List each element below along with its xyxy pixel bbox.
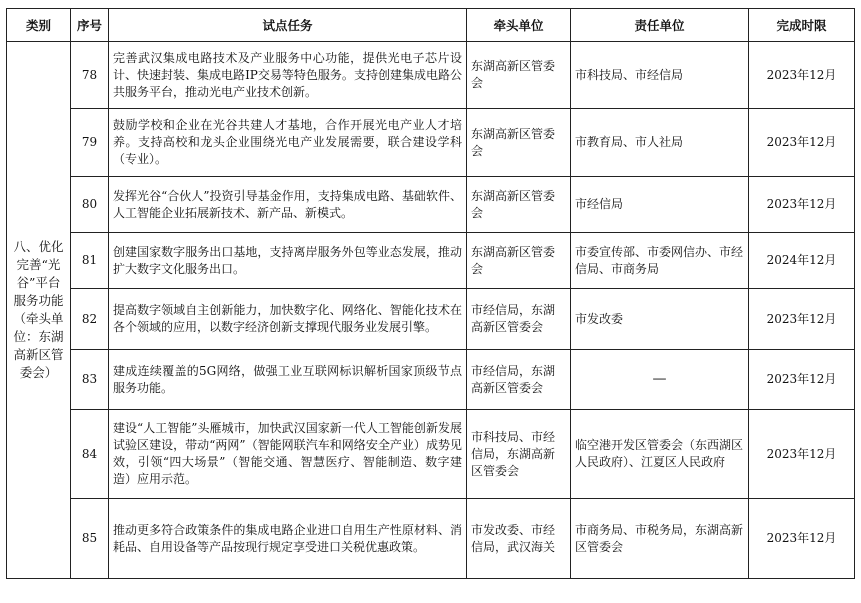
task-table <box>6 8 855 579</box>
deadline-cell: 2023年12月 <box>749 350 855 410</box>
table-row <box>7 177 855 233</box>
seq-cell: 84 <box>71 410 109 499</box>
task-cell: 创建国家数字服务出口基地，支持离岸服务外包等业态发展，推动扩大数字文化服务出口。 <box>109 233 467 289</box>
seq-cell: 83 <box>71 350 109 410</box>
lead-unit-cell: 市科技局、市经信局，东湖高新区管委会 <box>467 410 571 499</box>
category-cell: 八、优化完善“光谷”平台服务功能（牵头单位：东湖高新区管委会） <box>7 42 71 579</box>
task-cell: 推动更多符合政策条件的集成电路企业进口自用生产性原材料、消耗品、自用设备等产品按现行规定享受进口关税优惠政策。 <box>109 499 467 579</box>
table-row <box>7 350 855 410</box>
deadline-cell: 2023年12月 <box>749 42 855 109</box>
table-body <box>7 42 855 579</box>
task-cell: 提高数字领域自主创新能力，加快数字化、网络化、智能化技术在各个领域的应用，以数字经济创新支撑现代服务业发展引擎。 <box>109 289 467 350</box>
header-deadline: 完成时限 <box>749 9 855 42</box>
lead-unit-cell: 东湖高新区管委会 <box>467 42 571 109</box>
task-cell: 鼓励学校和企业在光谷共建人才基地，合作开展光电产业人才培养。支持高校和龙头企业围绕光电产业发展需要，联合建设学科（专业）。 <box>109 109 467 177</box>
deadline-cell: 2024年12月 <box>749 233 855 289</box>
table-row <box>7 289 855 350</box>
header-category: 类别 <box>7 9 71 42</box>
task-cell: 完善武汉集成电路技术及产业服务中心功能，提供光电子芯片设计、快速封装、集成电路IP交易等特色服务。支持创建集成电路公共服务平台，推动光电产业技术创新。 <box>109 42 467 109</box>
responsible-unit-cell: 市经信局 <box>571 177 749 233</box>
header-lead-unit: 牵头单位 <box>467 9 571 42</box>
seq-cell: 79 <box>71 109 109 177</box>
table-header <box>7 9 855 42</box>
responsible-unit-cell: 市发改委 <box>571 289 749 350</box>
lead-unit-cell: 市发改委、市经信局，武汉海关 <box>467 499 571 579</box>
table-row <box>7 42 855 109</box>
deadline-cell: 2023年12月 <box>749 499 855 579</box>
task-cell: 建成连续覆盖的5G网络，做强工业互联网标识解析国家顶级节点服务功能。 <box>109 350 467 410</box>
lead-unit-cell: 市经信局，东湖高新区管委会 <box>467 350 571 410</box>
seq-cell: 78 <box>71 42 109 109</box>
header-task: 试点任务 <box>109 9 467 42</box>
task-cell: 建设“人工智能”头雁城市，加快武汉国家新一代人工智能创新发展试验区建设，带动“两网”（智能网联汽车和网络安全产业）成势见效，引领“四大场景”（智能交通、智慧医疗、智能制造、数字建造）应用示范。 <box>109 410 467 499</box>
lead-unit-cell: 东湖高新区管委会 <box>467 233 571 289</box>
seq-cell: 82 <box>71 289 109 350</box>
seq-cell: 85 <box>71 499 109 579</box>
lead-unit-cell: 东湖高新区管委会 <box>467 177 571 233</box>
responsible-unit-cell: 市教育局、市人社局 <box>571 109 749 177</box>
responsible-unit-cell: — <box>571 350 749 410</box>
table-row <box>7 233 855 289</box>
deadline-cell: 2023年12月 <box>749 109 855 177</box>
lead-unit-cell: 市经信局，东湖高新区管委会 <box>467 289 571 350</box>
deadline-cell: 2023年12月 <box>749 177 855 233</box>
table-row <box>7 109 855 177</box>
table-row <box>7 499 855 579</box>
responsible-unit-cell: 市商务局、市税务局，东湖高新区管委会 <box>571 499 749 579</box>
seq-cell: 81 <box>71 233 109 289</box>
lead-unit-cell: 东湖高新区管委会 <box>467 109 571 177</box>
responsible-unit-cell: 市委宣传部、市委网信办、市经信局、市商务局 <box>571 233 749 289</box>
header-seq: 序号 <box>71 9 109 42</box>
deadline-cell: 2023年12月 <box>749 289 855 350</box>
responsible-unit-cell: 市科技局、市经信局 <box>571 42 749 109</box>
deadline-cell: 2023年12月 <box>749 410 855 499</box>
responsible-unit-cell: 临空港开发区管委会（东西湖区人民政府）、江夏区人民政府 <box>571 410 749 499</box>
task-cell: 发挥光谷“合伙人”投资引导基金作用，支持集成电路、基础软件、人工智能企业拓展新技术、新产品、新模式。 <box>109 177 467 233</box>
seq-cell: 80 <box>71 177 109 233</box>
table-row <box>7 410 855 499</box>
header-responsible-unit: 责任单位 <box>571 9 749 42</box>
